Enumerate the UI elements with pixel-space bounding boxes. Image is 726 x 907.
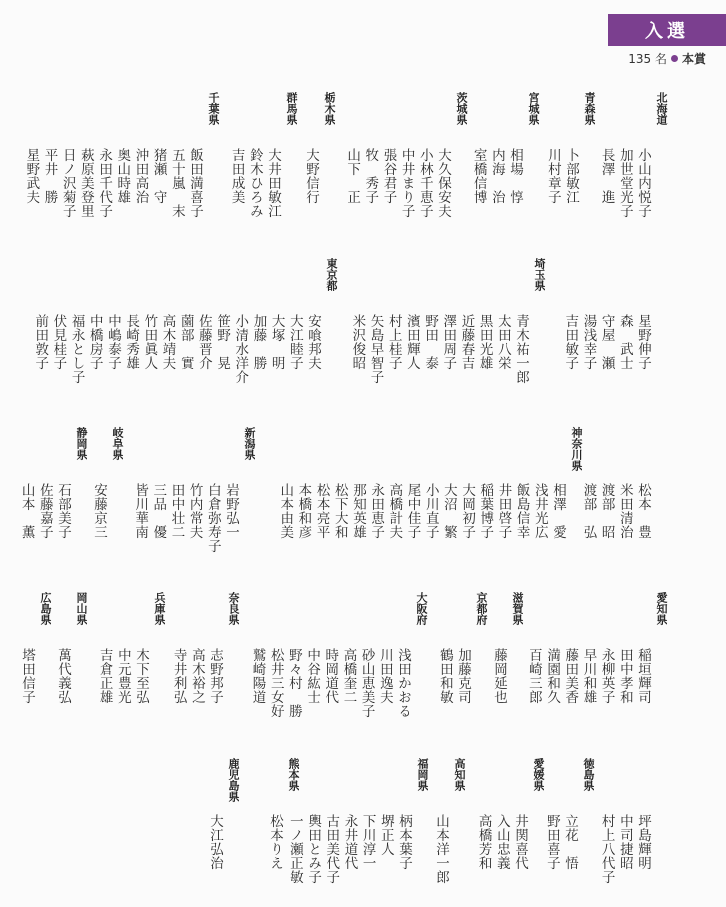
winner-name: 渡部 昭 [598, 483, 615, 539]
name-columns [17, 483, 72, 539]
prefecture-label: 青森県 [583, 92, 596, 125]
name-columns [469, 148, 524, 204]
winner-name: 大沼 繁 [440, 483, 457, 539]
winner-name: 大江睦子 [286, 314, 303, 370]
prefecture-label: 広島県 [39, 592, 52, 625]
winner-name: 砂山恵美子 [358, 648, 375, 718]
winner-name: 大塚 明 [268, 314, 285, 370]
name-columns [348, 314, 530, 384]
winner-name: 永田恵子 [368, 483, 385, 539]
winner-name: 前田敦子 [32, 314, 49, 370]
name-columns [561, 314, 652, 370]
winner-name: 入山忠義 [493, 814, 510, 870]
prefecture-label: 岐阜県 [111, 427, 124, 460]
winner-count: 135 名 [628, 52, 667, 66]
winner-name: 中井まり子 [398, 148, 415, 218]
winner-name: 五十嵐 末 [168, 148, 185, 218]
winner-name: 飯島信幸 [513, 483, 530, 539]
winner-name: 川村章子 [544, 148, 561, 204]
winner-name: 卜部敏江 [563, 148, 579, 204]
winner-name: 張谷君子 [380, 148, 397, 204]
winner-name: 三品 優 [150, 483, 167, 539]
name-columns [276, 483, 567, 539]
winner-name: 安喰邦夫 [305, 314, 321, 370]
winner-name: 沖田高治 [132, 148, 149, 204]
winner-name: 野々村 勝 [285, 648, 302, 718]
winner-name: 佐藤晋介 [195, 314, 212, 370]
winner-name: 高橋芳和 [475, 814, 492, 870]
winner-name: 高木裕之 [188, 648, 205, 704]
winner-name: 長澤 進 [598, 148, 615, 204]
winner-name: 小山内悦子 [635, 148, 651, 218]
winner-name: 加藤 勝 [250, 314, 267, 370]
prefecture-group [561, 258, 668, 370]
winner-name: 中谷紘士 [304, 648, 321, 704]
winner-name: 松本 豊 [635, 483, 651, 539]
winner-name: 松本りえ [267, 814, 283, 870]
winner-name: 松井三女好 [267, 648, 284, 718]
winner-name: 時岡道代 [322, 648, 339, 704]
winner-name: 奥山時雄 [114, 148, 131, 204]
winner-name: 内海 治 [488, 148, 505, 204]
name-columns [544, 148, 580, 204]
winner-name: 日ノ沢菊子 [59, 148, 76, 218]
winner-name: 皆川華南 [132, 483, 149, 539]
winner-name: 山本由美 [277, 483, 294, 539]
winner-name: 岩野弘一 [223, 483, 239, 539]
winner-name: 萬代義弘 [55, 648, 71, 704]
winner-name: 石部美子 [55, 483, 71, 539]
winner-name: 星野武夫 [23, 148, 40, 204]
prefecture-group [302, 92, 336, 204]
name-columns [31, 314, 322, 384]
winner-name: 守屋 瀬 [598, 314, 615, 370]
winner-name: 大岡初子 [459, 483, 476, 539]
winner-name: 山本 薫 [18, 483, 35, 539]
name-columns [432, 814, 450, 884]
winner-name: 中橋房子 [86, 314, 103, 370]
winner-name: 木下至弘 [133, 648, 149, 704]
prefecture-label: 東京都 [325, 258, 338, 291]
name-columns [266, 814, 284, 870]
winner-name: 相澤 愛 [550, 483, 566, 539]
prefecture-group [90, 427, 124, 539]
winner-name: 鶴田和敏 [436, 648, 453, 704]
prefecture-label: 福岡県 [416, 758, 429, 791]
winner-name: 大江弘治 [207, 814, 223, 870]
winner-name: 米沢俊昭 [349, 314, 366, 370]
name-columns [597, 814, 652, 884]
winner-name: 吉田成美 [228, 148, 245, 204]
prefecture-group [490, 592, 524, 704]
prefecture-label: 茨城県 [455, 92, 468, 125]
section-title: 入選 [645, 21, 689, 42]
winner-name: 森 武士 [616, 314, 633, 370]
prefecture-label: 静岡県 [75, 427, 88, 460]
winner-name: 堺正人 [377, 814, 394, 856]
winner-name: 中司捷昭 [616, 814, 633, 870]
prefecture-group [248, 592, 428, 718]
winner-name: 柄本葉子 [396, 814, 412, 870]
winner-name: 松下大和 [331, 483, 348, 539]
name-columns [169, 648, 224, 704]
winner-name: 猪瀬 守 [150, 148, 167, 204]
winner-name: 大久保安夫 [435, 148, 451, 218]
winner-name: 中元豊光 [114, 648, 131, 704]
prefecture-group [54, 592, 88, 704]
prefecture-label: 神奈川県 [570, 427, 583, 471]
prefecture-group [544, 92, 596, 204]
name-columns [22, 148, 204, 218]
winner-name: 山下 正 [344, 148, 361, 204]
prefecture-label: 群馬県 [285, 92, 298, 125]
prefecture-group [543, 758, 595, 870]
prefecture-group [597, 758, 668, 884]
prefecture-label: 兵庫県 [153, 592, 166, 625]
prefecture-group [266, 758, 300, 870]
winner-name: 濱田輝人 [403, 314, 420, 370]
winner-name: 矢島早智子 [367, 314, 384, 384]
winner-name: 本橋和彦 [295, 483, 312, 539]
prefecture-label: 大阪府 [415, 592, 428, 625]
name-columns [54, 648, 72, 704]
prefecture-label: 鹿児島県 [227, 758, 240, 802]
name-columns [474, 814, 529, 870]
winner-name: 村上八代子 [598, 814, 615, 884]
winner-name: 稲葉博子 [477, 483, 494, 539]
prefecture-group [343, 92, 468, 218]
winner-name: 山本洋一郎 [433, 814, 449, 884]
prefecture-group [169, 592, 240, 704]
winner-name: 藤岡延也 [491, 648, 507, 704]
winner-name: 田中壮二 [168, 483, 185, 539]
winner-name: 尾中佳子 [404, 483, 421, 539]
name-columns [436, 648, 472, 704]
winner-name: 高木靖夫 [159, 314, 176, 370]
winner-name: 大野信行 [303, 148, 319, 204]
winner-name: 永田千代子 [96, 148, 113, 218]
name-columns [543, 814, 579, 870]
prefecture-group [348, 258, 546, 384]
name-columns [248, 648, 412, 718]
prefecture-label: 愛知県 [655, 592, 668, 625]
winner-name: 笹野 晃 [214, 314, 231, 370]
prefecture-group [597, 92, 668, 218]
winner-name: 井田啓子 [495, 483, 512, 539]
winner-name: 坪島輝明 [635, 814, 651, 870]
name-columns [18, 648, 36, 704]
winner-name: 浅井光広 [531, 483, 548, 539]
winner-name: 室橋信博 [470, 148, 487, 204]
winner-name: 鈴木ひろみ [246, 148, 263, 218]
prefecture-group [131, 427, 256, 553]
prefecture-group [432, 758, 466, 884]
prefecture-group [22, 92, 220, 218]
prefecture-group [18, 592, 52, 704]
name-columns [490, 648, 508, 704]
winner-name: 稲垣輝司 [635, 648, 651, 704]
winner-name: 星野伸子 [635, 314, 651, 370]
winner-name: 輿田とみ子 [305, 814, 322, 884]
prefecture-group [469, 92, 540, 204]
winner-name: 下川淳一 [359, 814, 376, 870]
winner-name: 藤田美香 [562, 648, 579, 704]
name-columns [525, 648, 652, 704]
winner-name: 吉田敏子 [562, 314, 579, 370]
winner-name: 松本亮平 [313, 483, 330, 539]
name-columns [90, 483, 108, 539]
winner-name: 村上桂子 [385, 314, 402, 370]
prefecture-group [227, 92, 298, 218]
winner-name: 竹田眞人 [141, 314, 158, 370]
winner-name: 寺井利弘 [170, 648, 187, 704]
prefecture-group [525, 592, 668, 704]
prefecture-group [286, 758, 429, 884]
prefecture-group [436, 592, 488, 704]
winner-name: 安藤京三 [91, 483, 107, 539]
prefecture-group [17, 427, 88, 539]
prefecture-group [276, 427, 583, 539]
winner-name: 浅田かおる [395, 648, 411, 718]
winner-name: 加世堂光子 [616, 148, 633, 218]
name-columns [131, 483, 240, 553]
name-columns [286, 814, 413, 884]
prefecture-label: 栃木県 [323, 92, 336, 125]
winner-name: 相場 惇 [507, 148, 523, 204]
name-columns [227, 148, 282, 218]
winner-name: 古田美代子 [323, 814, 340, 884]
winner-name: 鷲崎陽道 [249, 648, 266, 704]
name-columns [95, 648, 150, 704]
name-columns [206, 814, 224, 870]
prefecture-group [579, 427, 668, 539]
winner-name: 田中孝和 [616, 648, 633, 704]
prefecture-group [31, 258, 338, 384]
winner-name: 井関喜代 [512, 814, 528, 870]
name-columns [302, 148, 320, 204]
prefecture-group [474, 758, 545, 870]
winner-name: 澤田周子 [440, 314, 457, 370]
winner-name: 一ノ瀬正敏 [286, 814, 303, 884]
winner-name: 萩原美登里 [77, 148, 94, 218]
winner-name: 薗部 實 [177, 314, 194, 370]
prefecture-label: 北海道 [655, 92, 668, 125]
winner-name: 青木祐一郎 [513, 314, 529, 384]
prefecture-label: 愛媛県 [532, 758, 545, 791]
winner-name: 立花 悟 [562, 814, 578, 870]
winner-name: 長崎秀雄 [123, 314, 140, 370]
winner-name: 志野邦子 [207, 648, 223, 704]
winner-name: 吉倉正雄 [96, 648, 113, 704]
winner-name: 満園和久 [544, 648, 561, 704]
winner-name: 近藤春吉 [458, 314, 475, 370]
legend-label: 本賞 [681, 52, 706, 66]
winner-name: 永柳英子 [598, 648, 615, 704]
prefecture-label: 滋賀県 [511, 592, 524, 625]
winner-name: 牧 秀子 [362, 148, 379, 204]
prefecture-label: 宮城県 [527, 92, 540, 125]
winner-name: 那知英雄 [349, 483, 366, 539]
winner-name: 平井 勝 [41, 148, 58, 204]
winner-name: 米田清治 [616, 483, 633, 539]
section-title-tab [608, 14, 726, 46]
winner-name: 飯田満喜子 [187, 148, 203, 218]
name-columns [343, 148, 452, 218]
winner-name: 黒田光雄 [476, 314, 493, 370]
winner-name: 永井道代 [341, 814, 358, 870]
prefecture-label: 奈良県 [227, 592, 240, 625]
prefecture-label: 千葉県 [207, 92, 220, 125]
prefecture-label: 京都府 [475, 592, 488, 625]
winner-name: 大井田敏江 [265, 148, 281, 218]
prefecture-label: 岡山県 [75, 592, 88, 625]
winner-name: 野田 泰 [422, 314, 439, 370]
prefecture-label: 高知県 [453, 758, 466, 791]
winner-name: 塔田信子 [19, 648, 35, 704]
winner-name: 湯浅幸子 [580, 314, 597, 370]
winner-name: 川田逸夫 [376, 648, 393, 704]
prefecture-label: 徳島県 [582, 758, 595, 791]
winner-name: 小林千恵子 [416, 148, 433, 218]
winner-name: 太田八栄 [494, 314, 511, 370]
winner-name: 小川直子 [422, 483, 439, 539]
winner-name: 福永とし子 [68, 314, 85, 384]
prefecture-group [95, 592, 166, 704]
prefecture-group [206, 758, 240, 870]
winner-name: 加藤克司 [455, 648, 471, 704]
winner-name: 中嶋泰子 [104, 314, 121, 370]
prefecture-label: 新潟県 [243, 427, 256, 460]
section-subtitle [628, 50, 706, 67]
bullet-icon [671, 55, 678, 62]
winner-name: 小清水洋介 [232, 314, 249, 384]
winner-name: 竹内常夫 [186, 483, 203, 539]
prefecture-label: 埼玉県 [533, 258, 546, 291]
name-columns [597, 148, 652, 218]
winner-name: 佐藤嘉子 [36, 483, 53, 539]
winner-name: 野田喜子 [543, 814, 560, 870]
winner-name: 高橋計夫 [386, 483, 403, 539]
prefecture-label: 熊本県 [287, 758, 300, 791]
winner-name: 伏見桂子 [50, 314, 67, 370]
winner-name: 渡部 弘 [580, 483, 597, 539]
winner-name: 白倉弥寿子 [204, 483, 221, 553]
winner-name: 百崎三郎 [525, 648, 542, 704]
name-columns [579, 483, 652, 539]
winner-name: 高橋奎二 [340, 648, 357, 704]
winner-name: 早川和雄 [580, 648, 597, 704]
